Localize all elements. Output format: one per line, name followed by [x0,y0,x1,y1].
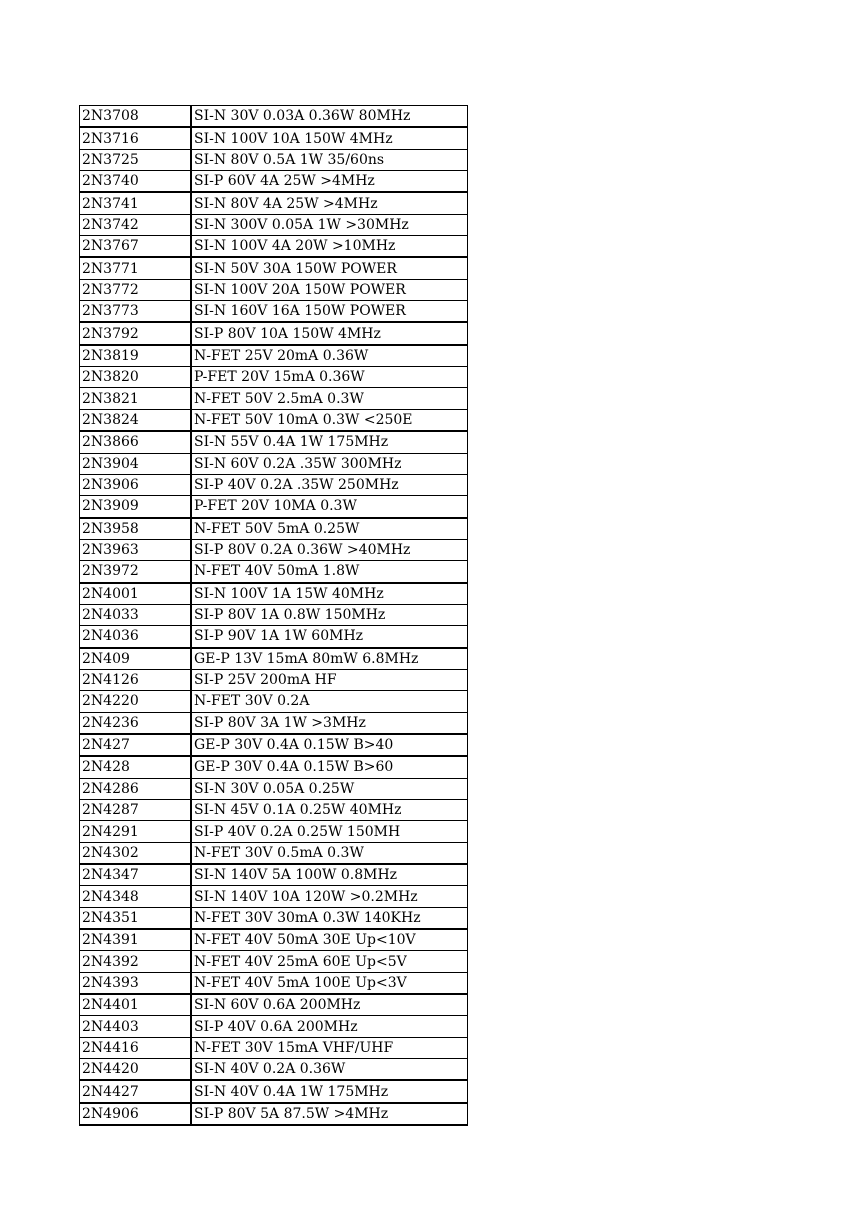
part-number-cell: 2N4287 [80,800,192,821]
specification-cell: SI-N 100V 20A 150W POWER [191,279,468,300]
part-number-cell: 2N3824 [80,409,192,431]
table-row [80,800,468,821]
table-row [80,322,468,344]
table-row [80,345,468,367]
part-number-cell: 2N3906 [80,474,192,495]
part-number-cell: 2N3866 [80,431,192,453]
table-row [80,972,468,994]
table-row [80,171,468,193]
table-row [80,453,468,474]
part-number-cell: 2N4348 [80,886,192,907]
part-number-cell: 2N3904 [80,453,192,474]
specification-cell: P-FET 20V 10MA 0.3W [191,496,468,518]
part-number-cell: 2N4403 [80,1016,192,1037]
part-number-cell: 2N3773 [80,301,192,323]
table-row [80,734,468,756]
table-row [80,539,468,560]
table-row [80,842,468,864]
part-number-cell: 2N3740 [80,171,192,193]
table-row [80,994,468,1016]
specification-cell: N-FET 30V 30mA 0.3W 140KHz [191,907,468,929]
specification-cell: SI-N 80V 0.5A 1W 35/60ns [191,149,468,170]
part-number-cell: 2N4347 [80,864,192,886]
part-number-cell: 2N3767 [80,236,192,258]
specification-cell: SI-P 60V 4A 25W >4MHz [191,171,468,193]
specification-cell: SI-N 140V 10A 120W >0.2MHz [191,886,468,907]
specification-cell: N-FET 30V 0.2A [191,691,468,712]
specification-cell: SI-P 40V 0.6A 200MHz [191,1016,468,1037]
table-row [80,1037,468,1058]
table-row [80,301,468,323]
part-number-cell: 2N4236 [80,712,192,734]
table-row [80,626,468,648]
specification-cell: SI-P 80V 3A 1W >3MHz [191,712,468,734]
specification-cell: SI-N 100V 1A 15W 40MHz [191,583,468,605]
specification-cell: SI-N 40V 0.4A 1W 175MHz [191,1080,468,1102]
part-number-cell: 2N4286 [80,778,192,799]
specification-cell: SI-N 300V 0.05A 1W >30MHz [191,214,468,235]
part-number-cell: 2N4036 [80,626,192,648]
specification-cell: SI-P 80V 5A 87.5W >4MHz [191,1103,468,1125]
part-number-cell: 2N3708 [80,106,192,128]
part-number-cell: 2N4291 [80,821,192,842]
part-number-cell: 2N3741 [80,192,192,214]
specification-cell: SI-N 100V 10A 150W 4MHz [191,127,468,149]
table-row [80,907,468,929]
table-row [80,691,468,712]
table-row [80,127,468,149]
part-number-cell: 2N3909 [80,496,192,518]
part-number-cell: 2N3792 [80,322,192,344]
table-row [80,886,468,907]
part-number-cell: 2N4416 [80,1037,192,1058]
part-number-cell: 2N3819 [80,345,192,367]
part-number-cell: 2N428 [80,756,192,778]
specification-cell: SI-P 40V 0.2A 0.25W 150MH [191,821,468,842]
part-number-cell: 2N3725 [80,149,192,170]
table-row [80,496,468,518]
part-number-cell: 2N4393 [80,972,192,994]
specification-cell: N-FET 25V 20mA 0.36W [191,345,468,367]
specification-cell: GE-P 30V 0.4A 0.15W B>60 [191,756,468,778]
part-number-cell: 2N3821 [80,388,192,409]
part-number-cell: 2N427 [80,734,192,756]
table-row [80,257,468,279]
table-row [80,192,468,214]
part-number-cell: 2N4906 [80,1103,192,1125]
table-row [80,279,468,300]
specification-cell: N-FET 40V 50mA 1.8W [191,561,468,583]
specification-cell: N-FET 40V 5mA 100E Up<3V [191,972,468,994]
table-row [80,583,468,605]
part-number-cell: 2N4391 [80,929,192,951]
table-row [80,388,468,409]
table-row [80,864,468,886]
specification-cell: SI-N 30V 0.05A 0.25W [191,778,468,799]
table-row [80,756,468,778]
table-row [80,604,468,625]
part-number-cell: 2N409 [80,648,192,670]
specification-cell: N-FET 30V 0.5mA 0.3W [191,842,468,864]
table-row [80,236,468,258]
part-number-cell: 2N4126 [80,669,192,690]
specification-cell: SI-N 50V 30A 150W POWER [191,257,468,279]
part-number-cell: 2N4033 [80,604,192,625]
part-number-cell: 2N4302 [80,842,192,864]
table-row [80,214,468,235]
specification-cell: SI-N 160V 16A 150W POWER [191,301,468,323]
table-row [80,409,468,431]
part-number-cell: 2N3972 [80,561,192,583]
part-number-cell: 2N4427 [80,1080,192,1102]
part-number-cell: 2N4001 [80,583,192,605]
table-row [80,1080,468,1102]
table-row [80,149,468,170]
table-body [80,106,468,1126]
part-number-cell: 2N3963 [80,539,192,560]
part-number-cell: 2N4220 [80,691,192,712]
transistor-spec-table [79,105,468,1126]
part-number-cell: 2N3772 [80,279,192,300]
table-row [80,431,468,453]
specification-cell: SI-N 60V 0.6A 200MHz [191,994,468,1016]
specification-cell: N-FET 40V 25mA 60E Up<5V [191,951,468,972]
table-row [80,1059,468,1081]
specification-cell: SI-P 80V 1A 0.8W 150MHz [191,604,468,625]
specification-cell: N-FET 50V 10mA 0.3W <250E [191,409,468,431]
table-row [80,1103,468,1125]
specification-cell: N-FET 50V 2.5mA 0.3W [191,388,468,409]
part-number-cell: 2N4392 [80,951,192,972]
part-number-cell: 2N3716 [80,127,192,149]
specification-cell: SI-N 40V 0.2A 0.36W [191,1059,468,1081]
table-row [80,821,468,842]
table-row [80,669,468,690]
table-row [80,106,468,128]
specification-cell: SI-P 80V 0.2A 0.36W >40MHz [191,539,468,560]
table-row [80,951,468,972]
part-number-cell: 2N3742 [80,214,192,235]
part-number-cell: 2N3958 [80,518,192,540]
specification-cell: N-FET 50V 5mA 0.25W [191,518,468,540]
specification-cell: GE-P 13V 15mA 80mW 6.8MHz [191,648,468,670]
specification-cell: SI-P 25V 200mA HF [191,669,468,690]
specification-cell: SI-N 100V 4A 20W >10MHz [191,236,468,258]
specification-cell: N-FET 30V 15mA VHF/UHF [191,1037,468,1058]
table-row [80,778,468,799]
table-row [80,367,468,388]
table-row [80,518,468,540]
part-number-cell: 2N3771 [80,257,192,279]
table-row [80,1016,468,1037]
part-number-cell: 2N4420 [80,1059,192,1081]
table-row [80,561,468,583]
part-number-cell: 2N3820 [80,367,192,388]
specification-cell: SI-P 80V 10A 150W 4MHz [191,322,468,344]
specification-cell: SI-P 90V 1A 1W 60MHz [191,626,468,648]
table-row [80,648,468,670]
specification-cell: GE-P 30V 0.4A 0.15W B>40 [191,734,468,756]
specification-cell: SI-N 55V 0.4A 1W 175MHz [191,431,468,453]
specification-cell: P-FET 20V 15mA 0.36W [191,367,468,388]
specification-cell: N-FET 40V 50mA 30E Up<10V [191,929,468,951]
part-number-cell: 2N4351 [80,907,192,929]
specification-cell: SI-N 30V 0.03A 0.36W 80MHz [191,106,468,128]
table-row [80,712,468,734]
specification-cell: SI-N 80V 4A 25W >4MHz [191,192,468,214]
specification-cell: SI-N 45V 0.1A 0.25W 40MHz [191,800,468,821]
part-number-cell: 2N4401 [80,994,192,1016]
specification-cell: SI-P 40V 0.2A .35W 250MHz [191,474,468,495]
table-row [80,929,468,951]
specification-cell: SI-N 60V 0.2A .35W 300MHz [191,453,468,474]
table-row [80,474,468,495]
specification-cell: SI-N 140V 5A 100W 0.8MHz [191,864,468,886]
